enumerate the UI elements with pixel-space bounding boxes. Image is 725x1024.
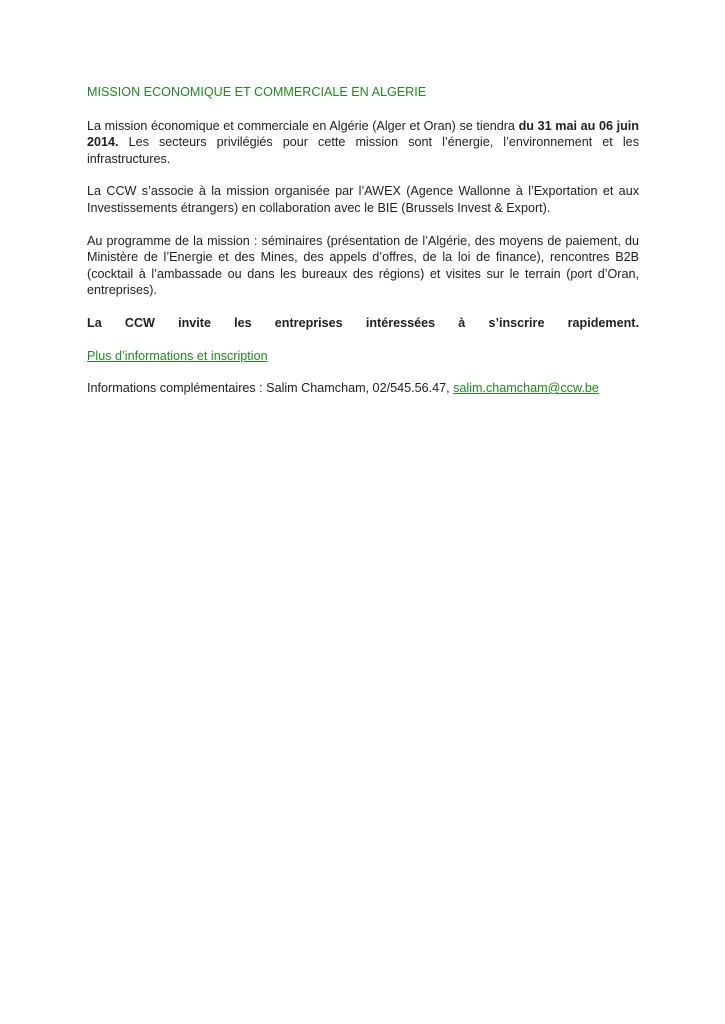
contact-text: Informations complémentaires : Salim Chamcham, 02/545.56.47, [87, 381, 454, 396]
paragraph-dates [87, 118, 639, 168]
contact-email-link[interactable]: salim.chamcham@ccw.be [453, 381, 599, 396]
contact-paragraph [87, 380, 639, 397]
paragraph-partners: La CCW s’associe à la mission organisée par l’AWEX (Agence Wallonne à l’Exportation et aux Investissements étrangers) en collaboration avec le BIE (Brussels Invest & Export). [87, 184, 639, 215]
paragraph-dates-intro: La mission économique et commerciale en Algérie (Alger et Oran) se tiendra [87, 118, 519, 133]
paragraph-invitation: La CCW invite les entreprises intéressées à s’inscrire rapidement. [87, 315, 639, 330]
mission-dates: du 31 mai au 06 juin 2014. [87, 118, 639, 150]
document-title: MISSION ECONOMIQUE ET COMMERCIALE EN ALGERIE [87, 85, 427, 99]
paragraph-program: Au programme de la mission : séminaires (présentation de l’Algérie, des moyens de paiement, du Ministère de l’Energie et des Mines, des appels d’offres, de la loi de finance), rencontres B2B (cocktail à l’ambassade ou dans les bureaux des régions) et visites sur le terrain (port d’Oran, entreprises). [87, 233, 639, 298]
more-info-paragraph [87, 348, 639, 365]
document-page [87, 84, 639, 413]
paragraph-dates-sectors: Les secteurs privilégiés pour cette mission sont l’énergie, l’environnement et les infrastructures. [87, 135, 639, 166]
more-info-link[interactable]: Plus d’informations et inscription [87, 348, 268, 363]
